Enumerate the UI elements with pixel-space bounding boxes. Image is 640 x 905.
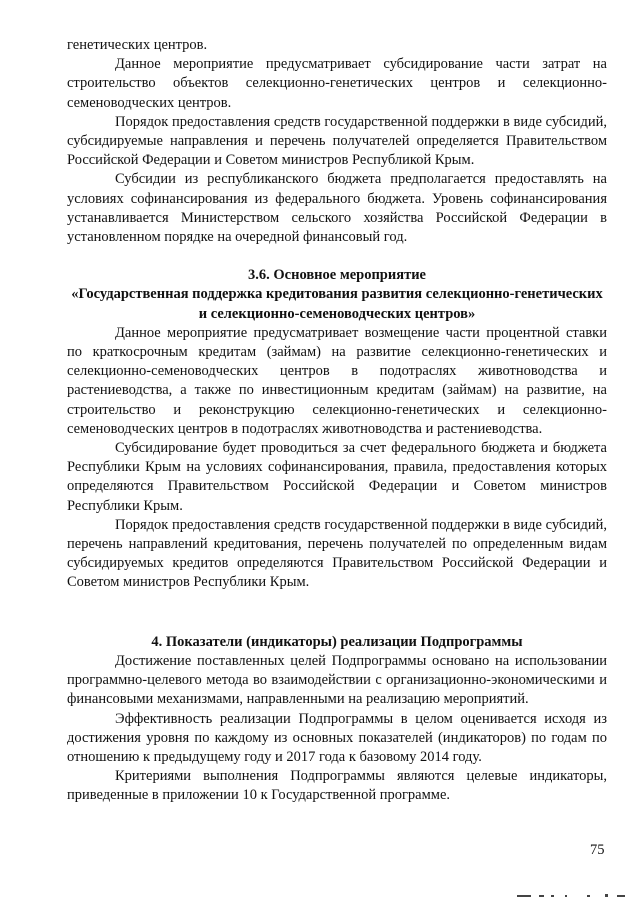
section-4-heading: 4. Показатели (индикаторы) реализации Подпрограммы (151, 633, 523, 650)
scan-mark (551, 895, 554, 897)
scan-edge-marks (517, 893, 627, 899)
scan-mark (539, 895, 544, 897)
scan-mark (587, 895, 590, 897)
spacer (67, 593, 607, 633)
scan-mark (565, 895, 567, 897)
paragraph: Субсидирование будет проводиться за счет федерального бюджета и бюджета Республики Крым на условиях софинансирования, правила, предоставления которых определяются Правительством Российской Федерации и Советом министров Республики Крым. (67, 440, 607, 514)
page-body (67, 36, 607, 806)
paragraph: Данное мероприятие предусматривает возмещение части процентной ставки по краткосрочным кредитам (займам) на развитие селекционно-генетических и селекционно-семеноводческих центров в подотраслях животноводства и растениеводства, а также по инвестиционным кредитам (займам) на развитие, на строительство и реконструкцию селекционно-генетических и селекционно-семеноводческих центров в подотраслях животноводства и растениеводства. (67, 324, 607, 437)
section-3-6-title: «Государственная поддержка кредитования развития селекционно-генетических и селекционно-семеноводческих центров» (71, 286, 603, 322)
page-number: 75 (590, 842, 605, 858)
paragraph: Критериями выполнения Подпрограммы являются целевые индикаторы, приведенные в приложении 10 к Государственной программе. (67, 768, 607, 804)
paragraph: Эффективность реализации Подпрограммы в целом оценивается исходя из достижения уровня по каждому из основных показателей (индикаторов) по годам по отношению к предыдущему году и 2017 года к базовому 2014 году. (67, 710, 607, 765)
paragraph: Порядок предоставления средств государственной поддержки в виде субсидий, субсидируемые направления и перечень получателей определяется Правительством Российской Федерации и Советом министров Республикой Крым. (67, 113, 607, 169)
paragraph: Порядок предоставления средств государственной поддержки в виде субсидий, перечень направлений кредитования, перечень получателей по определенным видам субсидируемых кредитов определяются Правительством Российской Федерации и Советом министров Республики Крым. (67, 516, 607, 591)
scan-mark (605, 894, 608, 897)
scan-mark (517, 895, 531, 897)
scan-mark (617, 895, 625, 897)
paragraph-continuation: генетических центров. (67, 37, 208, 53)
section-3-6-heading: 3.6. Основное мероприятие (248, 267, 426, 284)
paragraph: Субсидии из республиканского бюджета предполагается предоставлять на условиях софинансирования из федерального бюджета. Уровень софинансирования устанавливается Министерством сельского хозяйства Российской Федерации в установленном порядке на очередной финансовый год. (67, 171, 607, 246)
spacer (67, 247, 607, 266)
paragraph: Достижение поставленных целей Подпрограммы основано на использовании программно-целевого метода во взаимодействии с организационно-экономическими и финансовыми механизмами, направленными на реализацию мероприятий. (67, 652, 607, 708)
paragraph: Данное мероприятие предусматривает субсидирование части затрат на строительство объектов селекционно-генетических центров и селекционно-семеноводческих центров. (67, 56, 607, 111)
